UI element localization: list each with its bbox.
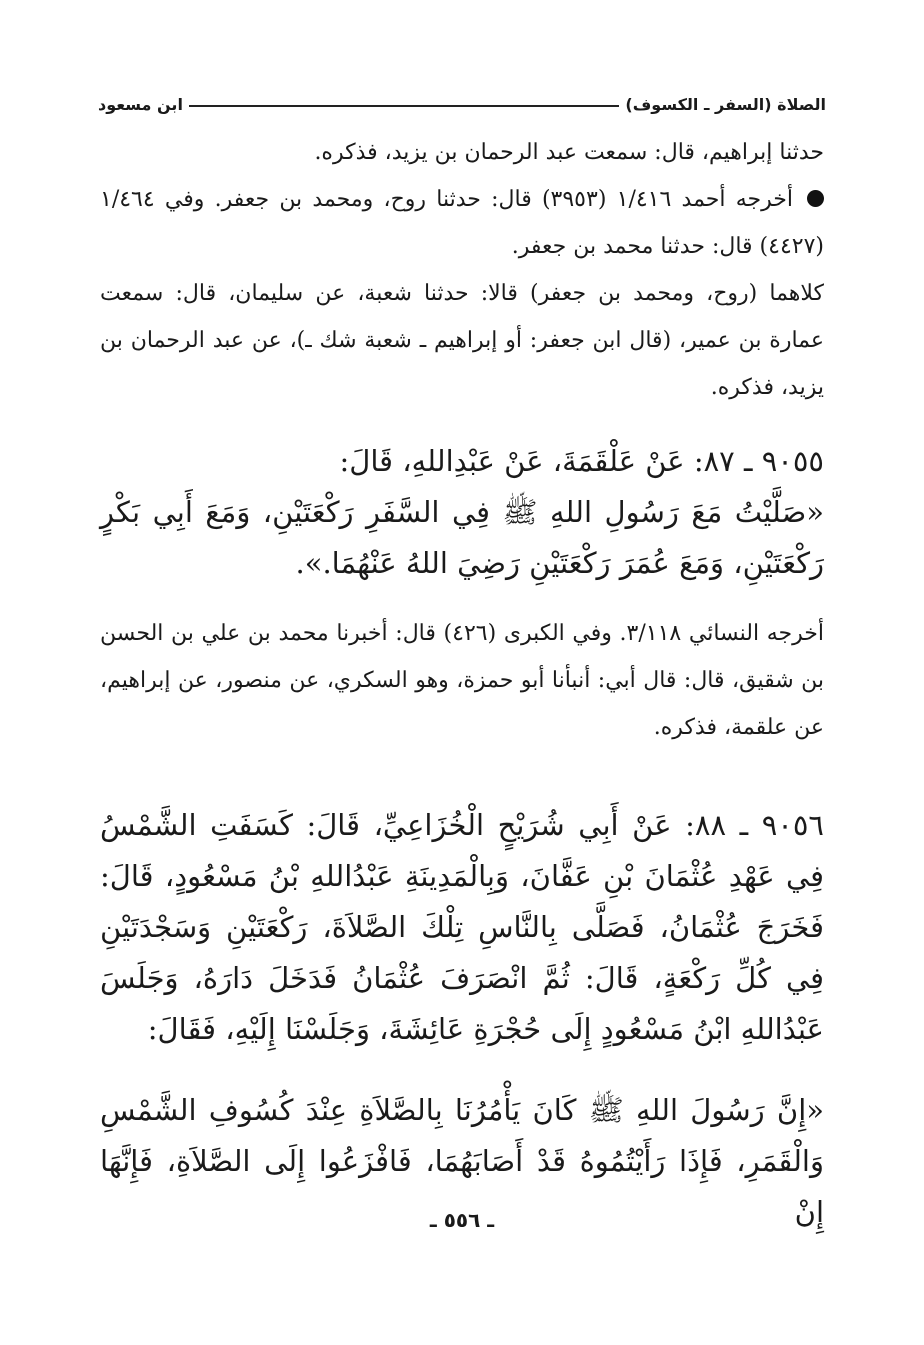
paragraph-narration-end <box>100 129 824 176</box>
page-number: ـ ٥٥٦ ـ <box>429 1208 495 1232</box>
hadith-matn: «إِنَّ رَسُولَ اللهِ ﷺ كَانَ يَأْمُرُنَا بِالصَّلاَةِ عِنْدَ كُسُوفِ الشَّمْسِ وَالْقَمَرِ، فَإِذَا رَأَيْتُمُوهُ قَدْ أَصَابَهُمَا، فَافْزَعُوا إِلَى الصَّلاَةِ، فَإِنَّهَا إِنْ <box>100 1093 824 1229</box>
paragraph-takhrij-ahmad <box>100 176 824 270</box>
hadith-9055-text <box>100 487 824 589</box>
hadith-heading-text: ٩٠٥٥ ـ ٨٧: عَنْ عَلْقَمَةَ، عَنْ عَبْدِاللهِ، قَالَ: <box>339 444 824 478</box>
hadith-9055-heading <box>100 436 824 487</box>
paragraph-takhrij-nasai <box>100 610 824 751</box>
paragraph-isnad <box>100 270 824 411</box>
header-section-title: ابن مسعود <box>98 94 183 114</box>
hadith-heading-text: ٩٠٥٦ ـ ٨٨: عَنْ أَبِي شُرَيْحٍ الْخُزَاعِيِّ، قَالَ: كَسَفَتِ الشَّمْسُ فِي عَهْدِ عُثْمَانَ بْنِ عَفَّانَ، وَبِالْمَدِينَةِ عَبْدُاللهِ بْنُ مَسْعُودٍ، قَالَ: فَخَرَجَ عُثْمَانُ، فَصَلَّى بِالنَّاسِ تِلْكَ الصَّلاَةَ، رَكْعَتَيْنِ وَسَجْدَتَيْنِ فِي كُلِّ رَكْعَةٍ، قَالَ: ثُمَّ انْصَرَفَ عُثْمَانُ فَدَخَلَ دَارَهُ، وَجَلَسَ عَبْدُاللهِ ابْنُ مَسْعُودٍ إِلَى حُجْرَةِ عَائِشَةَ، وَجَلَسْنَا إِلَيْهِ، فَقَالَ: <box>100 808 824 1046</box>
paragraph-text: حدثنا إبراهيم، قال: سمعت عبد الرحمان بن يزيد، فذكره. <box>314 140 824 165</box>
bullet-dot-icon <box>807 190 824 207</box>
running-header <box>98 92 826 116</box>
paragraph-text: أخرجه أحمد ١/٤١٦ (٣٩٥٣) قال: حدثنا روح، ومحمد بن جعفر. وفي ١/٤٦٤ (٤٤٢٧) قال: حدثنا محمد بن جعفر. <box>100 187 824 259</box>
hadith-9056-heading <box>100 800 824 1055</box>
paragraph-text: كلاهما (روح، ومحمد بن جعفر) قالا: حدثنا شعبة، عن سليمان، قال: سمعت عمارة بن عمير، (قال ابن جعفر: أو إبراهيم ـ شعبة شك ـ)، عن عبد الرحمان بن يزيد، فذكره. <box>100 281 824 400</box>
header-rule <box>189 105 619 107</box>
hadith-matn: «صَلَّيْتُ مَعَ رَسُولِ اللهِ ﷺ فِي السَّفَرِ رَكْعَتَيْنِ، وَمَعَ أَبِي بَكْرٍ رَكْعَتَيْنِ، وَمَعَ عُمَرَ رَكْعَتَيْنِ رَضِيَ اللهُ عَنْهُمَا.». <box>100 495 824 580</box>
paragraph-text: أخرجه النسائي ٣/١١٨. وفي الكبرى (٤٢٦) قال: أخبرنا محمد بن علي بن الحسن بن شقيق، قال: قال أبي: أنبأنا أبو حمزة، وهو السكري، عن منصور، عن إبراهيم، عن علقمة، فذكره. <box>100 621 824 740</box>
header-chapter-title: الصلاة (السفر ـ الكسوف) <box>625 94 826 114</box>
